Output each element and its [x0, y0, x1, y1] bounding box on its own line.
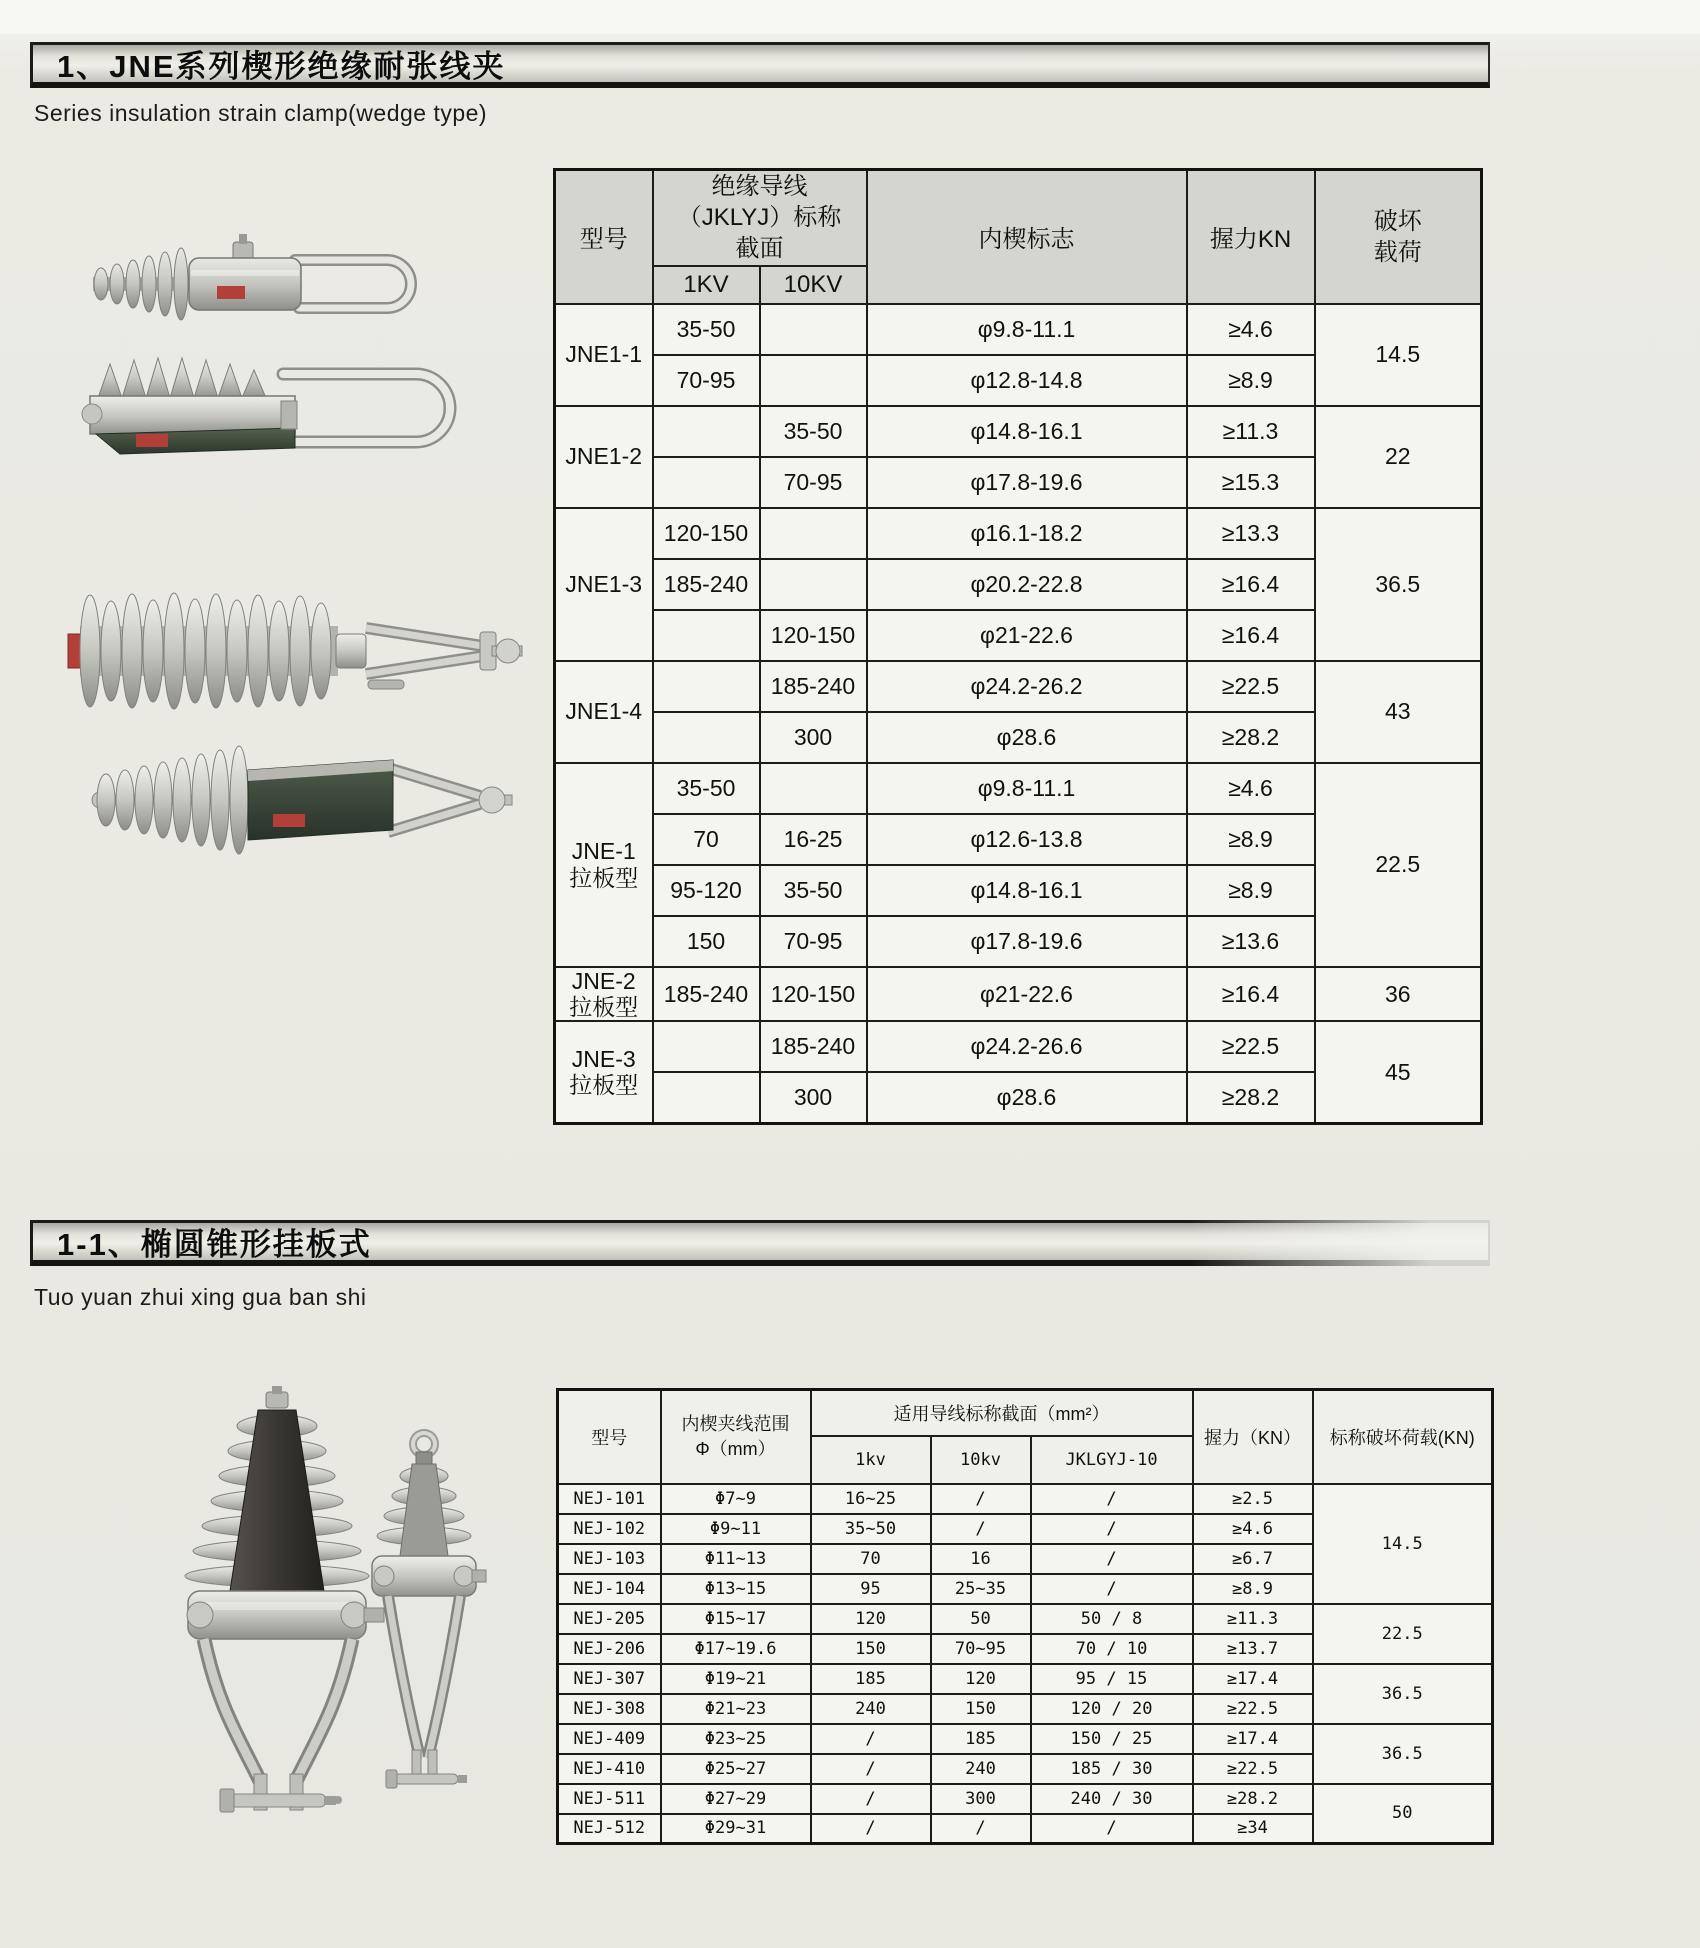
- t2-grip: ≥13.7: [1193, 1634, 1313, 1664]
- t1-model: [555, 304, 653, 406]
- t1-model: [555, 1021, 653, 1123]
- t2-range: Φ17~19.6: [661, 1634, 811, 1664]
- product-photo-oval-cone-clamp-small: [342, 1428, 502, 1813]
- t2-kv10: 150: [931, 1694, 1031, 1724]
- t2-grip: ≥22.5: [1193, 1694, 1313, 1724]
- t1-kv10: [760, 355, 867, 406]
- section1-subtitle: Series insulation strain clamp(wedge type): [34, 100, 488, 126]
- t1-wedge: φ14.8-16.1: [867, 406, 1187, 457]
- t2-jkl: 95 / 15: [1031, 1664, 1193, 1694]
- model-name: JNE1-2: [565, 443, 643, 470]
- t2-kv10: 300: [931, 1784, 1031, 1814]
- t1-kv1: [653, 1021, 760, 1072]
- t1-wedge: φ24.2-26.2: [867, 661, 1187, 712]
- section2-title: 1-1、椭圆锥形挂板式: [57, 1227, 372, 1262]
- t2-range: Φ25~27: [661, 1754, 811, 1784]
- model-name: JNE-3: [571, 1045, 636, 1072]
- t2-jkl: /: [1031, 1484, 1193, 1514]
- model-name: JNE1-1: [565, 341, 643, 368]
- t1-model: [555, 763, 653, 967]
- t1-grip: ≥4.6: [1187, 763, 1315, 814]
- t1-model: [555, 508, 653, 661]
- t1-wedge: φ9.8-11.1: [867, 763, 1187, 814]
- t2-kv1: /: [811, 1814, 931, 1844]
- t1-header-load: [1315, 170, 1482, 304]
- t1-kv1: 35-50: [653, 763, 760, 814]
- jne-spec-table: [553, 168, 1483, 1125]
- t1-kv10: 35-50: [760, 865, 867, 916]
- t2-range: Φ13~15: [661, 1574, 811, 1604]
- t2-kv10: /: [931, 1814, 1031, 1844]
- t2-load: 36.5: [1313, 1664, 1493, 1724]
- t2-range: Φ15~17: [661, 1604, 811, 1634]
- t1-wedge: φ17.8-19.6: [867, 457, 1187, 508]
- t2-grip: ≥28.2: [1193, 1784, 1313, 1814]
- section2-subtitle: Tuo yuan zhui xing gua ban shi: [34, 1284, 367, 1310]
- t1-wedge: φ28.6: [867, 712, 1187, 763]
- t1-header-1kv: 1KV: [653, 266, 760, 304]
- t2-header-model: 型号: [558, 1390, 661, 1484]
- t2-grip: ≥17.4: [1193, 1724, 1313, 1754]
- t1-kv1: 70: [653, 814, 760, 865]
- t2-kv10: 16: [931, 1544, 1031, 1574]
- t2-load: 50: [1313, 1784, 1493, 1844]
- t1-grip: ≥16.4: [1187, 610, 1315, 661]
- t1-load: 22: [1315, 406, 1482, 508]
- t2-grip: ≥34: [1193, 1814, 1313, 1844]
- product-photo-wedge-clamp-large: [78, 346, 488, 481]
- t2-kv10: 120: [931, 1664, 1031, 1694]
- t2-kv10: /: [931, 1484, 1031, 1514]
- t2-kv1: 185: [811, 1664, 931, 1694]
- t2-range: Φ21~23: [661, 1694, 811, 1724]
- t2-grip: ≥8.9: [1193, 1574, 1313, 1604]
- t2-kv1: 120: [811, 1604, 931, 1634]
- t1-kv1: 70-95: [653, 355, 760, 406]
- table-row: [558, 1604, 1493, 1634]
- t1-grip: ≥13.6: [1187, 916, 1315, 967]
- t2-jkl: 70 / 10: [1031, 1634, 1193, 1664]
- t1-header-section-text: 绝缘导线（JKLYJ）标称截面: [677, 173, 842, 263]
- table-row: [555, 508, 1482, 559]
- model-type: 拉板型: [569, 1072, 639, 1099]
- t2-model: NEJ-103: [558, 1544, 661, 1574]
- t1-kv1: 35-50: [653, 304, 760, 355]
- t2-kv1: 95: [811, 1574, 931, 1604]
- t2-header-range: [661, 1390, 811, 1484]
- t1-model: [555, 406, 653, 508]
- t1-kv10: 185-240: [760, 661, 867, 712]
- table-row: [555, 967, 1482, 1022]
- t1-load: 36.5: [1315, 508, 1482, 661]
- t2-jkl: 50 / 8: [1031, 1604, 1193, 1634]
- t2-model: NEJ-307: [558, 1664, 661, 1694]
- t2-header-section: 适用导线标称截面（mm²）: [811, 1390, 1193, 1436]
- t1-kv10: [760, 508, 867, 559]
- t1-grip: ≥22.5: [1187, 1021, 1315, 1072]
- t1-model: [555, 967, 653, 1022]
- nej-spec-table: [556, 1388, 1494, 1845]
- section1-title: 1、JNE系列楔形绝缘耐张线夹: [57, 49, 506, 84]
- t1-kv1: [653, 712, 760, 763]
- t1-wedge: φ9.8-11.1: [867, 304, 1187, 355]
- t2-load: 36.5: [1313, 1724, 1493, 1784]
- t1-grip: ≥16.4: [1187, 559, 1315, 610]
- t2-model: NEJ-410: [558, 1754, 661, 1784]
- model-type: 拉板型: [569, 864, 639, 891]
- product-photo-wedge-clamp-v-strap: [88, 718, 518, 878]
- t1-grip: ≥13.3: [1187, 508, 1315, 559]
- t1-kv1: 95-120: [653, 865, 760, 916]
- t1-header-model: 型号: [555, 170, 653, 304]
- t2-header-load: 标称破坏荷载(KN): [1313, 1390, 1493, 1484]
- t2-kv1: 70: [811, 1544, 931, 1574]
- t1-grip: ≥8.9: [1187, 865, 1315, 916]
- t2-model: NEJ-102: [558, 1514, 661, 1544]
- t2-range: Φ19~21: [661, 1664, 811, 1694]
- t1-grip: ≥8.9: [1187, 814, 1315, 865]
- t1-kv10: [760, 304, 867, 355]
- model-name: JNE-1: [571, 838, 636, 865]
- t1-wedge: φ20.2-22.8: [867, 559, 1187, 610]
- t1-wedge: φ24.2-26.6: [867, 1021, 1187, 1072]
- table-row: [558, 1484, 1493, 1514]
- t1-kv1: 185-240: [653, 559, 760, 610]
- t2-grip: ≥11.3: [1193, 1604, 1313, 1634]
- model-name: JNE1-3: [565, 570, 643, 597]
- t2-range: Φ27~29: [661, 1784, 811, 1814]
- model-type: 拉板型: [569, 994, 639, 1020]
- t1-kv10: [760, 763, 867, 814]
- table-row: [558, 1664, 1493, 1694]
- t1-grip: ≥28.2: [1187, 712, 1315, 763]
- model-name: JNE1-4: [565, 698, 643, 725]
- t2-grip: ≥17.4: [1193, 1664, 1313, 1694]
- t2-model: NEJ-104: [558, 1574, 661, 1604]
- t2-kv10: /: [931, 1514, 1031, 1544]
- t2-grip: ≥6.7: [1193, 1544, 1313, 1574]
- t1-load: 43: [1315, 661, 1482, 763]
- product-photo-ribbed-clamp-strap: [68, 576, 538, 726]
- t1-kv1: 120-150: [653, 508, 760, 559]
- t1-kv10: 70-95: [760, 457, 867, 508]
- t2-jkl: /: [1031, 1574, 1193, 1604]
- t1-grip: ≥4.6: [1187, 304, 1315, 355]
- t1-kv1: 185-240: [653, 967, 760, 1022]
- t2-kv10: 70~95: [931, 1634, 1031, 1664]
- t2-kv10: 185: [931, 1724, 1031, 1754]
- t2-jkl: 240 / 30: [1031, 1784, 1193, 1814]
- table-row: [558, 1784, 1493, 1814]
- t2-grip: ≥4.6: [1193, 1514, 1313, 1544]
- t2-kv1: /: [811, 1754, 931, 1784]
- t1-wedge: φ21-22.6: [867, 967, 1187, 1022]
- t1-kv10: 16-25: [760, 814, 867, 865]
- t1-grip: ≥22.5: [1187, 661, 1315, 712]
- t2-header-grip: 握力（KN）: [1193, 1390, 1313, 1484]
- t1-header-10kv: 10KV: [760, 266, 867, 304]
- t2-model: NEJ-409: [558, 1724, 661, 1754]
- table-row: [555, 304, 1482, 355]
- t1-wedge: φ16.1-18.2: [867, 508, 1187, 559]
- table-row: [558, 1724, 1493, 1754]
- t2-range: Φ7~9: [661, 1484, 811, 1514]
- t1-grip: ≥28.2: [1187, 1072, 1315, 1123]
- table-row: [555, 1021, 1482, 1072]
- t1-wedge: φ12.6-13.8: [867, 814, 1187, 865]
- t1-kv1: 150: [653, 916, 760, 967]
- t2-header-jklgyj: JKLGYJ-10: [1031, 1436, 1193, 1484]
- t1-kv10: 300: [760, 712, 867, 763]
- t2-header-10kv: 10kv: [931, 1436, 1031, 1484]
- t1-kv10: 185-240: [760, 1021, 867, 1072]
- t1-header-grip: 握力KN: [1187, 170, 1315, 304]
- t2-model: NEJ-205: [558, 1604, 661, 1634]
- t1-grip: ≥8.9: [1187, 355, 1315, 406]
- t2-kv10: 240: [931, 1754, 1031, 1784]
- t2-model: NEJ-101: [558, 1484, 661, 1514]
- t1-wedge: φ28.6: [867, 1072, 1187, 1123]
- t2-model: NEJ-511: [558, 1784, 661, 1814]
- t1-header-wedge: 内楔标志: [867, 170, 1187, 304]
- t1-grip: ≥16.4: [1187, 967, 1315, 1022]
- t2-header-range-text: 内楔夹线范围Φ（mm）: [681, 1414, 790, 1459]
- t2-kv10: 25~35: [931, 1574, 1031, 1604]
- t2-kv10: 50: [931, 1604, 1031, 1634]
- model-name: JNE-2: [571, 967, 636, 994]
- t2-model: NEJ-206: [558, 1634, 661, 1664]
- t2-jkl: 120 / 20: [1031, 1694, 1193, 1724]
- t1-wedge: φ14.8-16.1: [867, 865, 1187, 916]
- t1-kv10: [760, 559, 867, 610]
- page-top-margin: [0, 0, 1700, 34]
- t1-load: 22.5: [1315, 763, 1482, 967]
- t2-jkl: 150 / 25: [1031, 1724, 1193, 1754]
- t1-wedge: φ12.8-14.8: [867, 355, 1187, 406]
- t1-grip: ≥11.3: [1187, 406, 1315, 457]
- t1-load: 45: [1315, 1021, 1482, 1123]
- t1-kv1: [653, 661, 760, 712]
- t1-grip: ≥15.3: [1187, 457, 1315, 508]
- t2-grip: ≥22.5: [1193, 1754, 1313, 1784]
- t1-load: 36: [1315, 967, 1482, 1022]
- t2-header-1kv: 1kv: [811, 1436, 931, 1484]
- t2-range: Φ29~31: [661, 1814, 811, 1844]
- t1-kv10: 120-150: [760, 610, 867, 661]
- t2-kv1: /: [811, 1784, 931, 1814]
- t2-kv1: 240: [811, 1694, 931, 1724]
- t2-range: Φ11~13: [661, 1544, 811, 1574]
- t2-jkl: 185 / 30: [1031, 1754, 1193, 1784]
- product-photo-wedge-clamp-small: [85, 230, 455, 338]
- t1-model: [555, 661, 653, 763]
- t1-wedge: φ17.8-19.6: [867, 916, 1187, 967]
- t1-kv10: 35-50: [760, 406, 867, 457]
- t1-load: 14.5: [1315, 304, 1482, 406]
- t2-jkl: /: [1031, 1544, 1193, 1574]
- section1-header-bar: [30, 42, 1490, 88]
- t2-kv1: 35~50: [811, 1514, 931, 1544]
- t1-kv1: [653, 1072, 760, 1123]
- t1-kv1: [653, 406, 760, 457]
- t2-load: 14.5: [1313, 1484, 1493, 1604]
- t2-range: Φ23~25: [661, 1724, 811, 1754]
- table-row: [555, 661, 1482, 712]
- t1-kv10: 70-95: [760, 916, 867, 967]
- section2-header-bar: [30, 1220, 1490, 1266]
- t2-kv1: /: [811, 1724, 931, 1754]
- t2-model: NEJ-308: [558, 1694, 661, 1724]
- t2-range: Φ9~11: [661, 1514, 811, 1544]
- t1-kv10: 120-150: [760, 967, 867, 1022]
- t2-kv1: 150: [811, 1634, 931, 1664]
- t2-jkl: /: [1031, 1814, 1193, 1844]
- t1-wedge: φ21-22.6: [867, 610, 1187, 661]
- t1-kv1: [653, 610, 760, 661]
- t1-header-load-text: 破坏载荷: [1373, 207, 1422, 266]
- t2-grip: ≥2.5: [1193, 1484, 1313, 1514]
- t1-kv10: 300: [760, 1072, 867, 1123]
- t1-header-section: [653, 170, 867, 266]
- table-row: [555, 763, 1482, 814]
- t2-model: NEJ-512: [558, 1814, 661, 1844]
- table-row: [555, 406, 1482, 457]
- t2-load: 22.5: [1313, 1604, 1493, 1664]
- t2-jkl: /: [1031, 1514, 1193, 1544]
- t2-kv1: 16~25: [811, 1484, 931, 1514]
- t1-kv1: [653, 457, 760, 508]
